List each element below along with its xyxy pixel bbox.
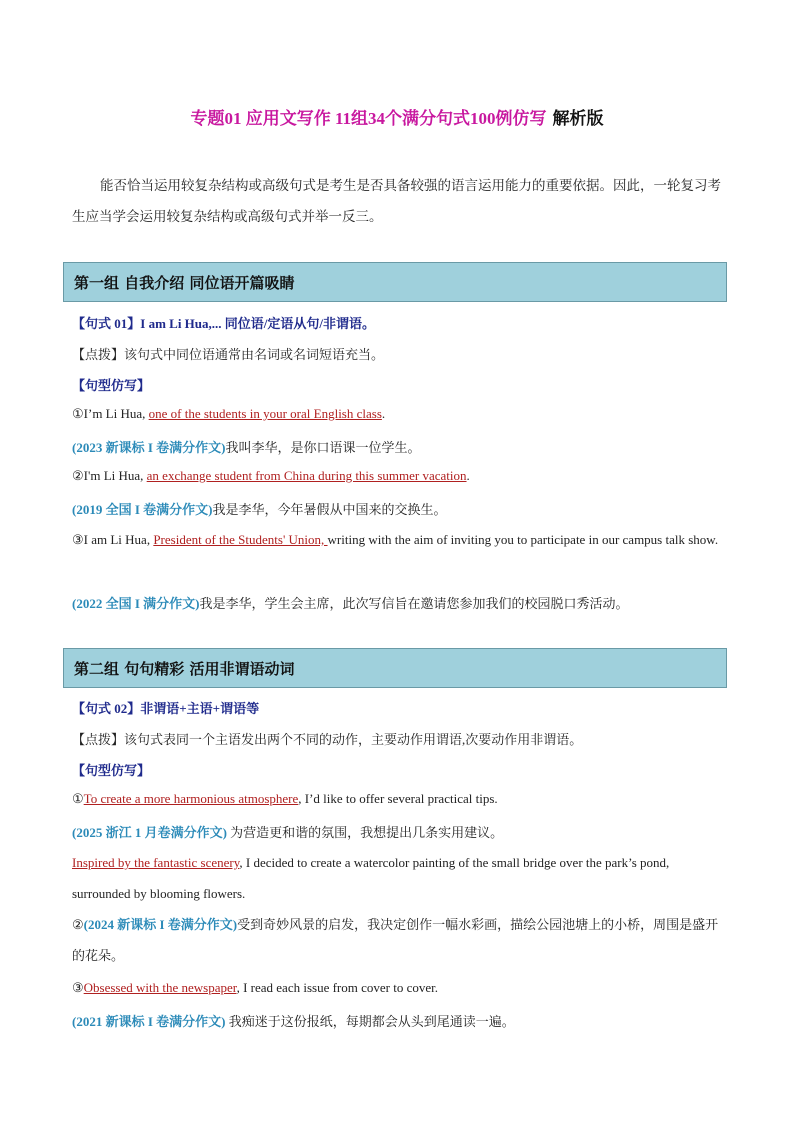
example-number: ③ [72, 532, 84, 547]
example-number: ② [72, 917, 84, 932]
translation-text: 为营造更和谐的氛围，我想提出几条实用建议。 [226, 825, 504, 840]
group-2-tip [72, 729, 724, 748]
source-label: (2019 全国 I 卷满分作文) [72, 502, 213, 517]
example-highlight: President of the Students' Union, [153, 532, 328, 547]
example-highlight: To create a more harmonious atmosphere [83, 791, 299, 806]
example-text-end: , I read each issue from cover to cover. [236, 980, 438, 995]
page-title [0, 104, 794, 129]
tip-label: 【点拨】 [72, 732, 125, 747]
source-label: (2022 全国 I 满分作文) [72, 596, 200, 611]
group-1-example-3-translation [72, 593, 724, 612]
pattern-label: 【句式 01】 [72, 316, 141, 331]
group-2-imitate-label [72, 760, 724, 779]
example-text: I'm Li Hua, [83, 468, 147, 483]
title-main: 专题01 应用文写作 11组34个满分句式100例仿写 [190, 109, 547, 128]
example-number: ③ [72, 980, 84, 995]
example-text: I’m Li Hua, [83, 406, 149, 421]
example-text-end: writing with the aim of inviting you to participate in our campus talk show. [327, 532, 719, 547]
example-number: ① [72, 791, 84, 806]
example-number: ② [72, 468, 84, 483]
pattern-label: 【句式 02】 [72, 701, 141, 716]
group-2-example-1 [72, 791, 724, 807]
group-2-pattern [72, 698, 724, 717]
group-1-example-2 [72, 468, 724, 484]
group-1-pattern [72, 313, 724, 332]
group-2-example-1-translation [72, 822, 724, 841]
group-1-example-2-translation [72, 499, 724, 518]
example-text-end: . [466, 468, 470, 483]
group-1-imitate-label [72, 375, 724, 394]
translation-text: 我叫李华，是你口语课一位学生。 [225, 440, 421, 455]
tip-label: 【点拨】 [72, 347, 125, 362]
translation-text: 受到奇妙风景的启发，我决定创作一幅水彩画，描绘公园池塘上的小桥，周围是盛开的花朵。 [72, 917, 719, 963]
example-highlight: Inspired by the fantastic scenery [72, 855, 240, 870]
source-label: (2024 新课标 I 卷满分作文) [83, 917, 238, 932]
tip-text: 该句式中同位语通常由名词或名词短语充当。 [124, 347, 385, 362]
translation-text: 我痴迷于这份报纸，每期都会从头到尾通读一遍。 [225, 1014, 515, 1029]
title-suffix: 解析版 [552, 109, 604, 128]
source-label: (2021 新课标 I 卷满分作文) [72, 1014, 226, 1029]
group-1-example-1-translation [72, 437, 724, 456]
example-text-end: , I decided to create a watercolor painting of the small bridge over the park’s pond, surrounded by blooming flowers. [72, 855, 670, 901]
imitate-label: 【句型仿写】 [72, 378, 151, 393]
example-text-end: , I’d like to offer several practical tips. [298, 791, 498, 806]
example-text-end: . [381, 406, 386, 421]
example-number: ① [72, 406, 84, 421]
pattern-text: 非谓语+主语+谓语等 [140, 701, 260, 716]
pattern-text: I am Li Hua,... 同位语/定语从句/非谓语。 [140, 316, 376, 331]
group-1-tip [72, 344, 724, 363]
intro-paragraph: 能否恰当运用较复杂结构或高级句式是考生是否具备较强的语言运用能力的重要依据。因此，一轮复习考生应当学会运用较复杂结构或高级句式并举一反三。 [72, 178, 721, 224]
imitate-label: 【句型仿写】 [72, 763, 151, 778]
source-label: (2023 新课标 I 卷满分作文) [72, 440, 226, 455]
example-text: I am Li Hua, [83, 532, 154, 547]
tip-text: 该句式表同一个主语发出两个不同的动作，主要动作用谓语,次要动作用非谓语。 [124, 732, 583, 747]
example-highlight: Obsessed with the newspaper [83, 980, 237, 995]
group-1-heading: 第一组 自我介绍 同位语开篇吸睛 [63, 262, 727, 302]
example-highlight: an exchange student from China during this summer vacation [146, 468, 467, 483]
group-2-heading: 第二组 句句精彩 活用非谓语动词 [63, 648, 727, 688]
group-1-example-1 [72, 406, 724, 422]
example-highlight: one of the students in your oral English class [148, 406, 382, 421]
group-2-example-2-translation [72, 909, 724, 971]
translation-text: 我是李华，今年暑假从中国来的交换生。 [212, 502, 447, 517]
translation-text: 我是李华，学生会主席，此次写信旨在邀请您参加我们的校园脱口秀活动。 [199, 596, 629, 611]
source-label: (2025 浙江 1 月卷满分作文) [72, 825, 227, 840]
group-1-example-3 [72, 524, 724, 555]
group-2-example-2 [72, 847, 724, 909]
group-2-example-3-translation [72, 1011, 724, 1030]
group-2-example-3 [72, 980, 724, 996]
